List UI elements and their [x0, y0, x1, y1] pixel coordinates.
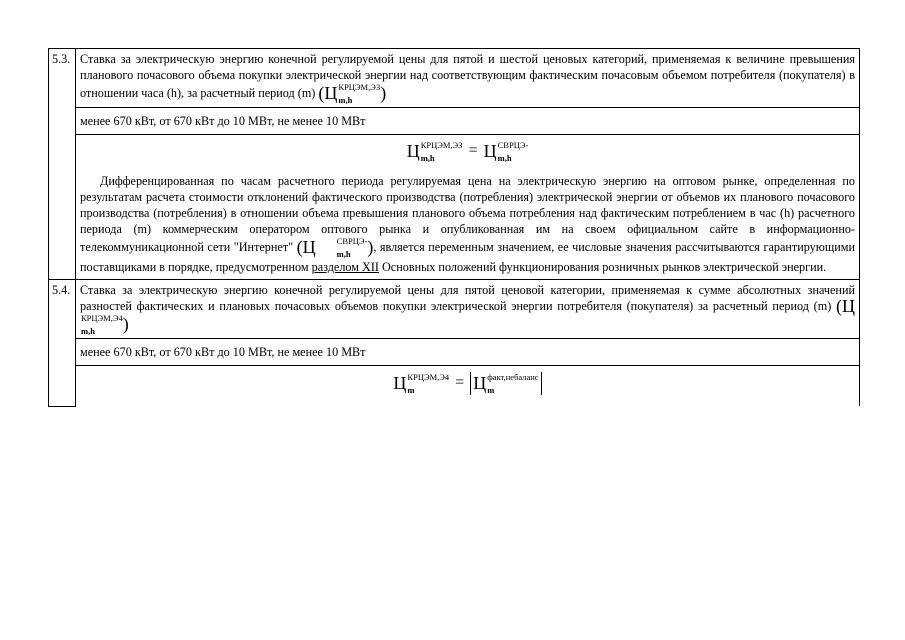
close-paren: )	[367, 236, 374, 257]
row-number-5-4: 5.4.	[49, 280, 76, 407]
formula-lhs-main: Ц	[406, 140, 420, 161]
row-number-5-3: 5.3.	[49, 49, 76, 280]
table-row	[49, 135, 860, 280]
symbol-main: Ц	[842, 296, 856, 316]
formula-rhs-main: Ц	[483, 140, 497, 161]
symbol-sup: КРЦЭМ,ЭЗ	[338, 82, 381, 92]
explanation-symbol-scripts	[317, 237, 368, 259]
symbol-sub: m,h	[338, 95, 353, 105]
close-paren: )	[122, 313, 129, 334]
symbol-sup: КРЦЭМ,Э4	[81, 313, 123, 323]
power-range-5-4: менее 670 кВт, от 670 кВт до 10 МВт, не менее 10 МВт	[76, 339, 860, 366]
close-paren: )	[380, 82, 387, 103]
formula-rhs-sup: факт,небаланс	[487, 372, 539, 383]
symbol-sub: m,h	[81, 326, 95, 336]
explanation-symbol-sub: m,h	[336, 249, 351, 259]
section-xii-link[interactable]: разделом XII	[311, 260, 379, 274]
absolute-value	[470, 372, 541, 395]
formula-rhs-sub: m	[487, 385, 495, 396]
formula-lhs-sup: КРЦЭМ,ЭЗ	[420, 140, 463, 150]
formula-rhs-sub: m,h	[497, 153, 512, 163]
formula-5-3	[80, 141, 855, 163]
explanation-symbol-sup: СВРЦЭ-	[336, 236, 368, 246]
table-row	[49, 339, 860, 366]
open-paren: (	[318, 82, 325, 103]
formula-rhs-sup: СВРЦЭ-	[497, 140, 529, 150]
formula-explanation-5-3	[80, 173, 855, 275]
formula-cell-5-3	[76, 135, 860, 280]
open-paren: (	[836, 296, 843, 316]
rate-description-5-3	[76, 49, 860, 108]
formula-lhs-main: Ц	[393, 373, 407, 393]
rate-text: Ставка за электрическую энергию конечной регулируемой цены для пятой ценовой категории, применяемая к сумме абсолютных значений разностей фактических и плановых почасовых объемов покупки электрической энергии потребителя (покупателя) за расчетный период (m)	[80, 283, 855, 313]
formula-rhs-main: Ц	[473, 373, 487, 393]
table-row	[49, 366, 860, 407]
formula-lhs-scripts	[407, 373, 449, 395]
formula-lhs-sup: КРЦЭМ,Э4	[407, 372, 450, 383]
table-row	[49, 108, 860, 135]
rate-text: Ставка за электрическую энергию конечной регулируемой цены для пятой и шестой ценовых категорий, применяемая к величине превышения планового почасового объема покупки электрической энергии над соответствующим фактическим почасовым объемом потребителя (покупателя) в отношении часа (h), за расчетный период (m)	[80, 52, 855, 100]
symbol-main: Ц	[324, 82, 338, 103]
open-paren: (	[296, 236, 303, 257]
formula-lhs-sub: m,h	[420, 153, 435, 163]
formula-equals: =	[455, 374, 465, 391]
symbol-scripts	[338, 83, 380, 105]
formula-lhs-scripts	[421, 141, 463, 163]
power-range-5-3: менее 670 кВт, от 670 кВт до 10 МВт, не менее 10 МВт	[76, 108, 860, 135]
formula-equals: =	[468, 141, 478, 159]
symbol-scripts	[81, 314, 123, 336]
table-row	[49, 49, 860, 108]
tariff-table	[48, 48, 860, 407]
formula-cell-5-4	[76, 366, 860, 407]
explanation-text: Основных положений функционирования розничных рынков электрической энергии.	[382, 260, 827, 274]
explanation-symbol-main: Ц	[302, 236, 316, 257]
table-row	[49, 280, 860, 339]
formula-5-4	[80, 372, 855, 395]
formula-rhs-scripts	[487, 373, 538, 395]
explanation-text: Дифференцированная по часам расчетного периода регулируемая цена на электрическую энергию на оптовом рынке, определенная по результатам расчета стоимости отклонений фактического производства (потребления) электрической энергии от объемов их планового почасового производства (потребления) в отношении объема превышения планового объема потребления над фактическим потреблением в час (h) расчетного периода (m) коммерческим оператором оптового рынка и опубликованная им на своем официальном сайте в информационно-телекоммуникационной сети "Интернет"	[80, 174, 855, 254]
tariff-document	[48, 48, 860, 407]
explanation-text: , является переменным значением, ее числовые значения рассчитываются гарантирующими поставщиками в порядке, предусмотренном	[80, 239, 856, 274]
formula-rhs-scripts	[498, 141, 529, 163]
rate-description-5-4	[76, 280, 860, 339]
formula-lhs-sub: m	[407, 385, 415, 396]
